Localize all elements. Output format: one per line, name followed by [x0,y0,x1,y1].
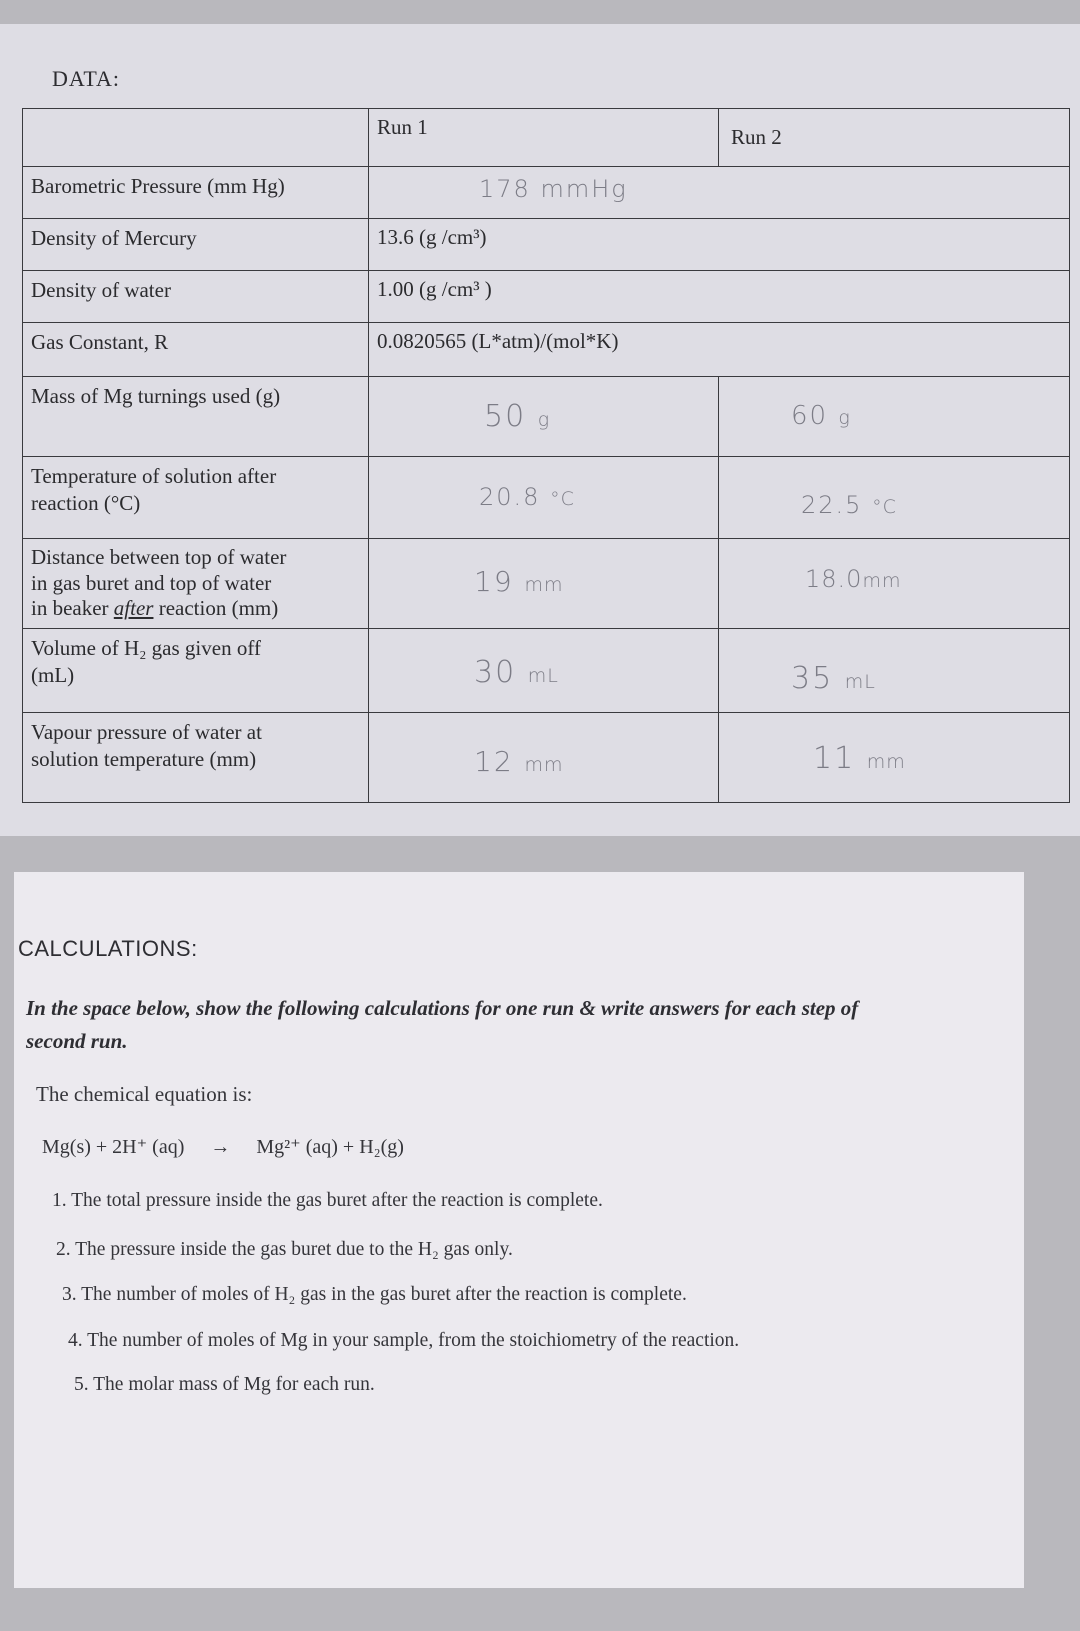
row-label-temperature [23,457,369,539]
mass-mg-run1-value [484,399,550,434]
distance-run2-unit: mm [862,570,902,592]
vapour-run2-cell [719,712,1070,802]
volume-run2-cell [719,628,1070,712]
distance-label-line3-pre: in beaker [31,596,114,621]
run-2-label: Run 2 [731,125,782,149]
calculation-step-1: 1. The total pressure inside the gas buret after the reaction is complete. [52,1190,603,1211]
instruction-line2: second run. [26,1028,128,1053]
mass-mg-run2-value [791,401,851,431]
equation-reactants: Mg(s) + 2H⁺ (aq) [42,1136,185,1158]
table-row-mass-mg [23,377,1070,457]
temperature-run2-unit: °C [872,496,897,518]
reaction-arrow-icon: → [210,1136,231,1158]
mass-mg-run2-cell [719,377,1070,457]
equation-intro: The chemical equation is: [36,1082,253,1106]
distance-run1-cell [369,539,719,629]
mass-mg-run1-number: 50 [484,399,527,434]
table-row-gas-constant [23,323,1070,377]
distance-label-line1: Distance between top of water [31,545,287,569]
vapour-run2-unit: mm [866,750,906,773]
vapour-run1-unit: mm [524,753,564,776]
row-label-mass-mg: Mass of Mg turnings used (g) [23,377,369,457]
volume-run2-number: 35 [791,660,834,696]
volume-run2-value [791,661,876,696]
distance-run2-number: 18.0 [805,565,863,593]
vapour-run2-value [813,741,906,776]
density-water-value-cell [369,271,1070,323]
calculation-step-4: 4. The number of moles of Mg in your sample, from the stoichiometry of the reaction. [68,1330,740,1351]
instruction-line1: In the space below, show the following calculations for one run & write answers for each step of [26,996,859,1020]
vapour-run1-cell [369,712,719,802]
gas-constant-value: 0.0820565 (L*atm)/(mol*K) [377,329,619,353]
table-row-barometric [23,167,1070,219]
row-label-distance [23,539,369,629]
volume-run1-unit: mL [527,664,559,687]
vapour-label-line1: Vapour pressure of water at [31,719,262,744]
temperature-label-line2: reaction (°C) [31,491,141,516]
distance-run1-unit: mm [524,574,564,596]
table-row-vapour-pressure [23,712,1070,802]
table-row-density-mercury [23,219,1070,271]
distance-run1-value [474,565,564,598]
distance-run2-cell [719,539,1070,629]
calculation-step-3: 3. The number of moles of H₂ gas in the gas buret after the reaction is complete. [62,1284,687,1305]
distance-run1-number: 19 [474,565,514,598]
distance-label-after: after [113,596,154,621]
row-label-barometric: Barometric Pressure (mm Hg) [23,167,369,219]
temperature-run2-number: 22.5 [801,491,863,519]
table-row-distance [23,539,1070,629]
data-table [22,108,1070,803]
volume-label-line2: (mL) [31,663,75,688]
volume-label-line1: Volume of H₂ gas given off [31,635,261,660]
table-header-row [23,109,1070,167]
mass-mg-run2-unit: g [838,407,851,429]
table-row-volume-h2 [23,628,1070,712]
temperature-run1-unit: °C [550,488,575,510]
temperature-run1-cell [369,457,719,539]
header-run-2 [719,109,1070,167]
temperature-label-line1: Temperature of solution after [31,464,277,488]
distance-run2-value [805,565,901,593]
temperature-run2-cell [719,457,1070,539]
distance-label-line2: in gas buret and top of water [31,570,272,595]
density-mercury-value: 13.6 (g /cm³) [377,225,487,249]
volume-run1-value [474,655,559,690]
table-row-temperature [23,457,1070,539]
table-row-density-water [23,271,1070,323]
distance-label-line3-post: reaction (mm) [153,596,279,621]
data-sheet [0,24,1080,836]
calculation-step-5: 5. The molar mass of Mg for each run. [74,1374,375,1395]
equation-products: Mg²⁺ (aq) + H₂(g) [256,1136,404,1158]
density-water-value: 1.00 (g /cm³ ) [377,277,492,301]
mass-mg-run1-cell [369,377,719,457]
calculation-step-2: 2. The pressure inside the gas buret due to the H₂ gas only. [56,1239,513,1260]
chemical-equation [42,1134,404,1159]
row-label-density-water: Density of water [23,271,369,323]
temperature-run1-number: 20.8 [479,483,541,511]
gas-constant-value-cell [369,323,1070,377]
temperature-run1-value [479,483,575,511]
barometric-value-cell [369,167,1070,219]
calculations-heading: CALCULATIONS: [18,936,198,961]
mass-mg-run2-number: 60 [791,401,829,431]
calculations-sheet [14,872,1024,1588]
data-heading: DATA: [52,66,121,91]
volume-run1-number: 30 [474,654,517,690]
vapour-run1-number: 12 [474,744,514,778]
volume-run2-unit: mL [844,670,876,693]
header-run-1 [369,109,719,167]
barometric-value: 178 mmHg [479,175,628,203]
mass-mg-run1-unit: g [537,409,551,431]
calculations-instruction [26,992,986,1057]
row-label-gas-constant: Gas Constant, R [23,323,369,377]
row-label-density-mercury: Density of Mercury [23,219,369,271]
temperature-run2-value [801,491,897,519]
run-1-label: Run 1 [377,115,428,139]
row-label-volume-h2 [23,628,369,712]
row-label-vapour-pressure [23,712,369,802]
vapour-label-line2: solution temperature (mm) [31,747,257,772]
volume-run1-cell [369,628,719,712]
density-mercury-value-cell [369,219,1070,271]
vapour-run2-number: 11 [813,740,856,776]
header-empty-cell [23,109,369,167]
vapour-run1-value [474,745,564,778]
